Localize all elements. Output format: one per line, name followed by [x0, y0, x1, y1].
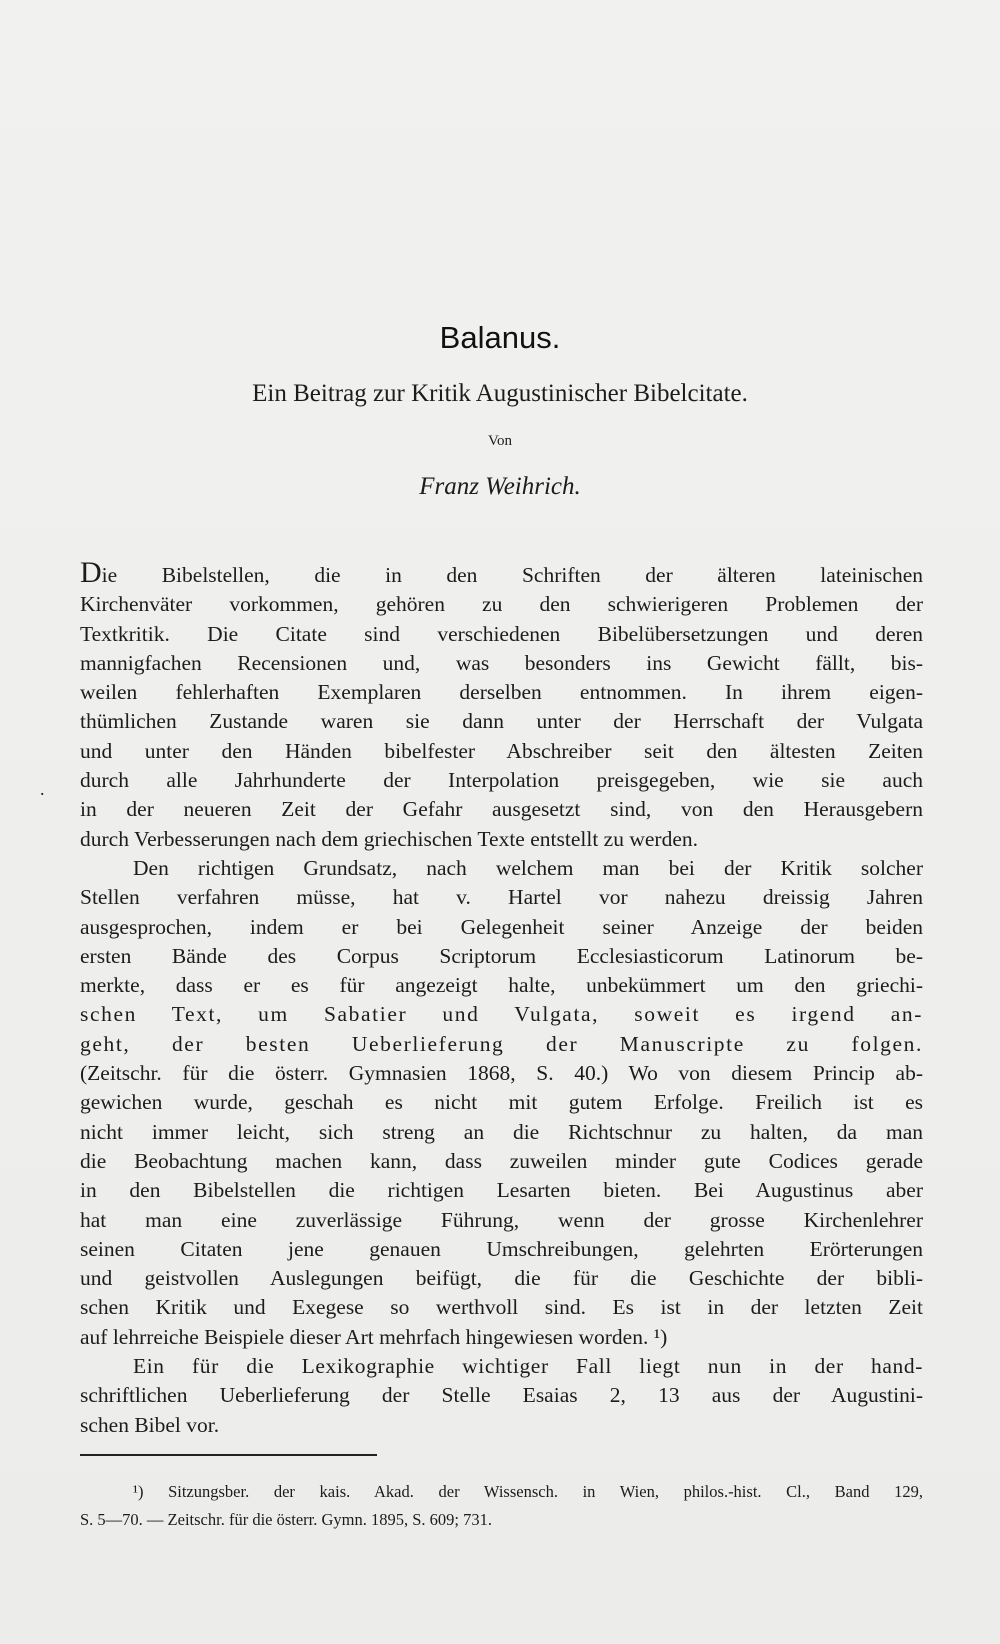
byline-von: Von: [488, 433, 512, 449]
body-line: mannigfachen Recensionen und, was besonders ins Gewicht fällt, bis-: [80, 650, 923, 675]
footnote-line: S. 5—70. — Zeitschr. für die österr. Gymn. 1895, S. 609; 731.: [80, 1510, 493, 1529]
body-line: (Zeitschr. für die österr. Gymnasien 1868, S. 40.) Wo von diesem Princip ab-: [80, 1061, 923, 1086]
body-line: seinen Citaten jene genauen Umschreibungen, gelehrten Erörterungen: [80, 1236, 923, 1261]
body-text: [80, 561, 923, 1440]
body-line: merkte, dass er es für angezeigt halte, unbekümmert um den griechi-: [80, 973, 923, 998]
bleed-through-text: [80, 60, 920, 150]
body-line: und geistvollen Auslegungen beifügt, die für die Geschichte der bibli-: [80, 1266, 923, 1291]
body-line: auf lehrreiche Beispiele dieser Art mehrfach hingewiesen worden. ¹): [80, 1324, 668, 1349]
body-line: Die Bibelstellen, die in den Schriften der älteren lateinischen: [80, 561, 923, 590]
footnotes: [80, 1478, 923, 1534]
body-line: und unter den Händen bibelfester Abschreiber seit den ältesten Zeiten: [80, 738, 923, 763]
body-line: schriftlichen Ueberlieferung der Stelle Esaias 2, 13 aus der Augustini-: [80, 1383, 923, 1408]
body-line: in der neueren Zeit der Gefahr ausgesetzt sind, von den Herausgebern: [80, 797, 923, 822]
body-line: ausgesprochen, indem er bei Gelegenheit seiner Anzeige der beiden: [80, 914, 923, 939]
body-line: durch Verbesserungen nach dem griechischen Texte entstellt zu werden.: [80, 826, 698, 851]
body-line: ersten Bände des Corpus Scriptorum Ecclesiasticorum Latinorum be-: [80, 943, 923, 968]
body-line: durch alle Jahrhunderte der Interpolation preisgegeben, wie sie auch: [80, 768, 923, 793]
body-line: gewichen wurde, geschah es nicht mit gutem Erfolge. Freilich ist es: [80, 1090, 923, 1115]
body-line: weilen fehlerhaften Exemplaren derselben entnommen. In ihrem eigen-: [80, 680, 923, 705]
footnote-line: ¹) Sitzungsber. der kais. Akad. der Wissensch. in Wien, philos.-hist. Cl., Band 129,: [133, 1482, 923, 1501]
body-line: schen Kritik und Exegese so werthvoll sind. Es ist in der letzten Zeit: [80, 1295, 923, 1320]
body-line: nicht immer leicht, sich streng an die Richtschnur zu halten, da man: [80, 1119, 923, 1144]
body-line: schen Text, um Sabatier und Vulgata, soweit es irgend an-: [80, 1002, 923, 1027]
body-line: thümlichen Zustande waren sie dann unter der Herrschaft der Vulgata: [80, 709, 923, 734]
body-line: geht, der besten Ueberlieferung der Manuscripte zu folgen.: [80, 1031, 923, 1056]
body-line: schen Bibel vor.: [80, 1412, 220, 1437]
body-line: in den Bibelstellen die richtigen Lesarten bieten. Bei Augustinus aber: [80, 1178, 923, 1203]
author-name: Franz Weihrich.: [419, 473, 581, 500]
article-title: Balanus.: [439, 320, 561, 355]
body-line: Ein für die Lexikographie wichtiger Fall liegt nun in der hand-: [133, 1354, 923, 1379]
drop-cap: D: [80, 561, 102, 589]
body-line: Stellen verfahren müsse, hat v. Hartel vor nahezu dreissig Jahren: [80, 885, 923, 910]
body-line: Kirchenväter vorkommen, gehören zu den schwierigeren Problemen der: [80, 592, 923, 617]
body-line: hat man eine zuverlässige Führung, wenn der grosse Kirchenlehrer: [80, 1207, 923, 1232]
body-line: Textkritik. Die Citate sind verschiedenen Bibelübersetzungen und deren: [80, 621, 923, 646]
article-subtitle: Ein Beitrag zur Kritik Augustinischer Bibelcitate.: [252, 380, 748, 407]
footnote-divider: [80, 1454, 377, 1456]
body-line: die Beobachtung machen kann, dass zuweilen minder gute Codices gerade: [80, 1148, 923, 1173]
body-line: Den richtigen Grundsatz, nach welchem man bei der Kritik solcher: [133, 855, 923, 880]
margin-dot: .: [40, 779, 45, 799]
